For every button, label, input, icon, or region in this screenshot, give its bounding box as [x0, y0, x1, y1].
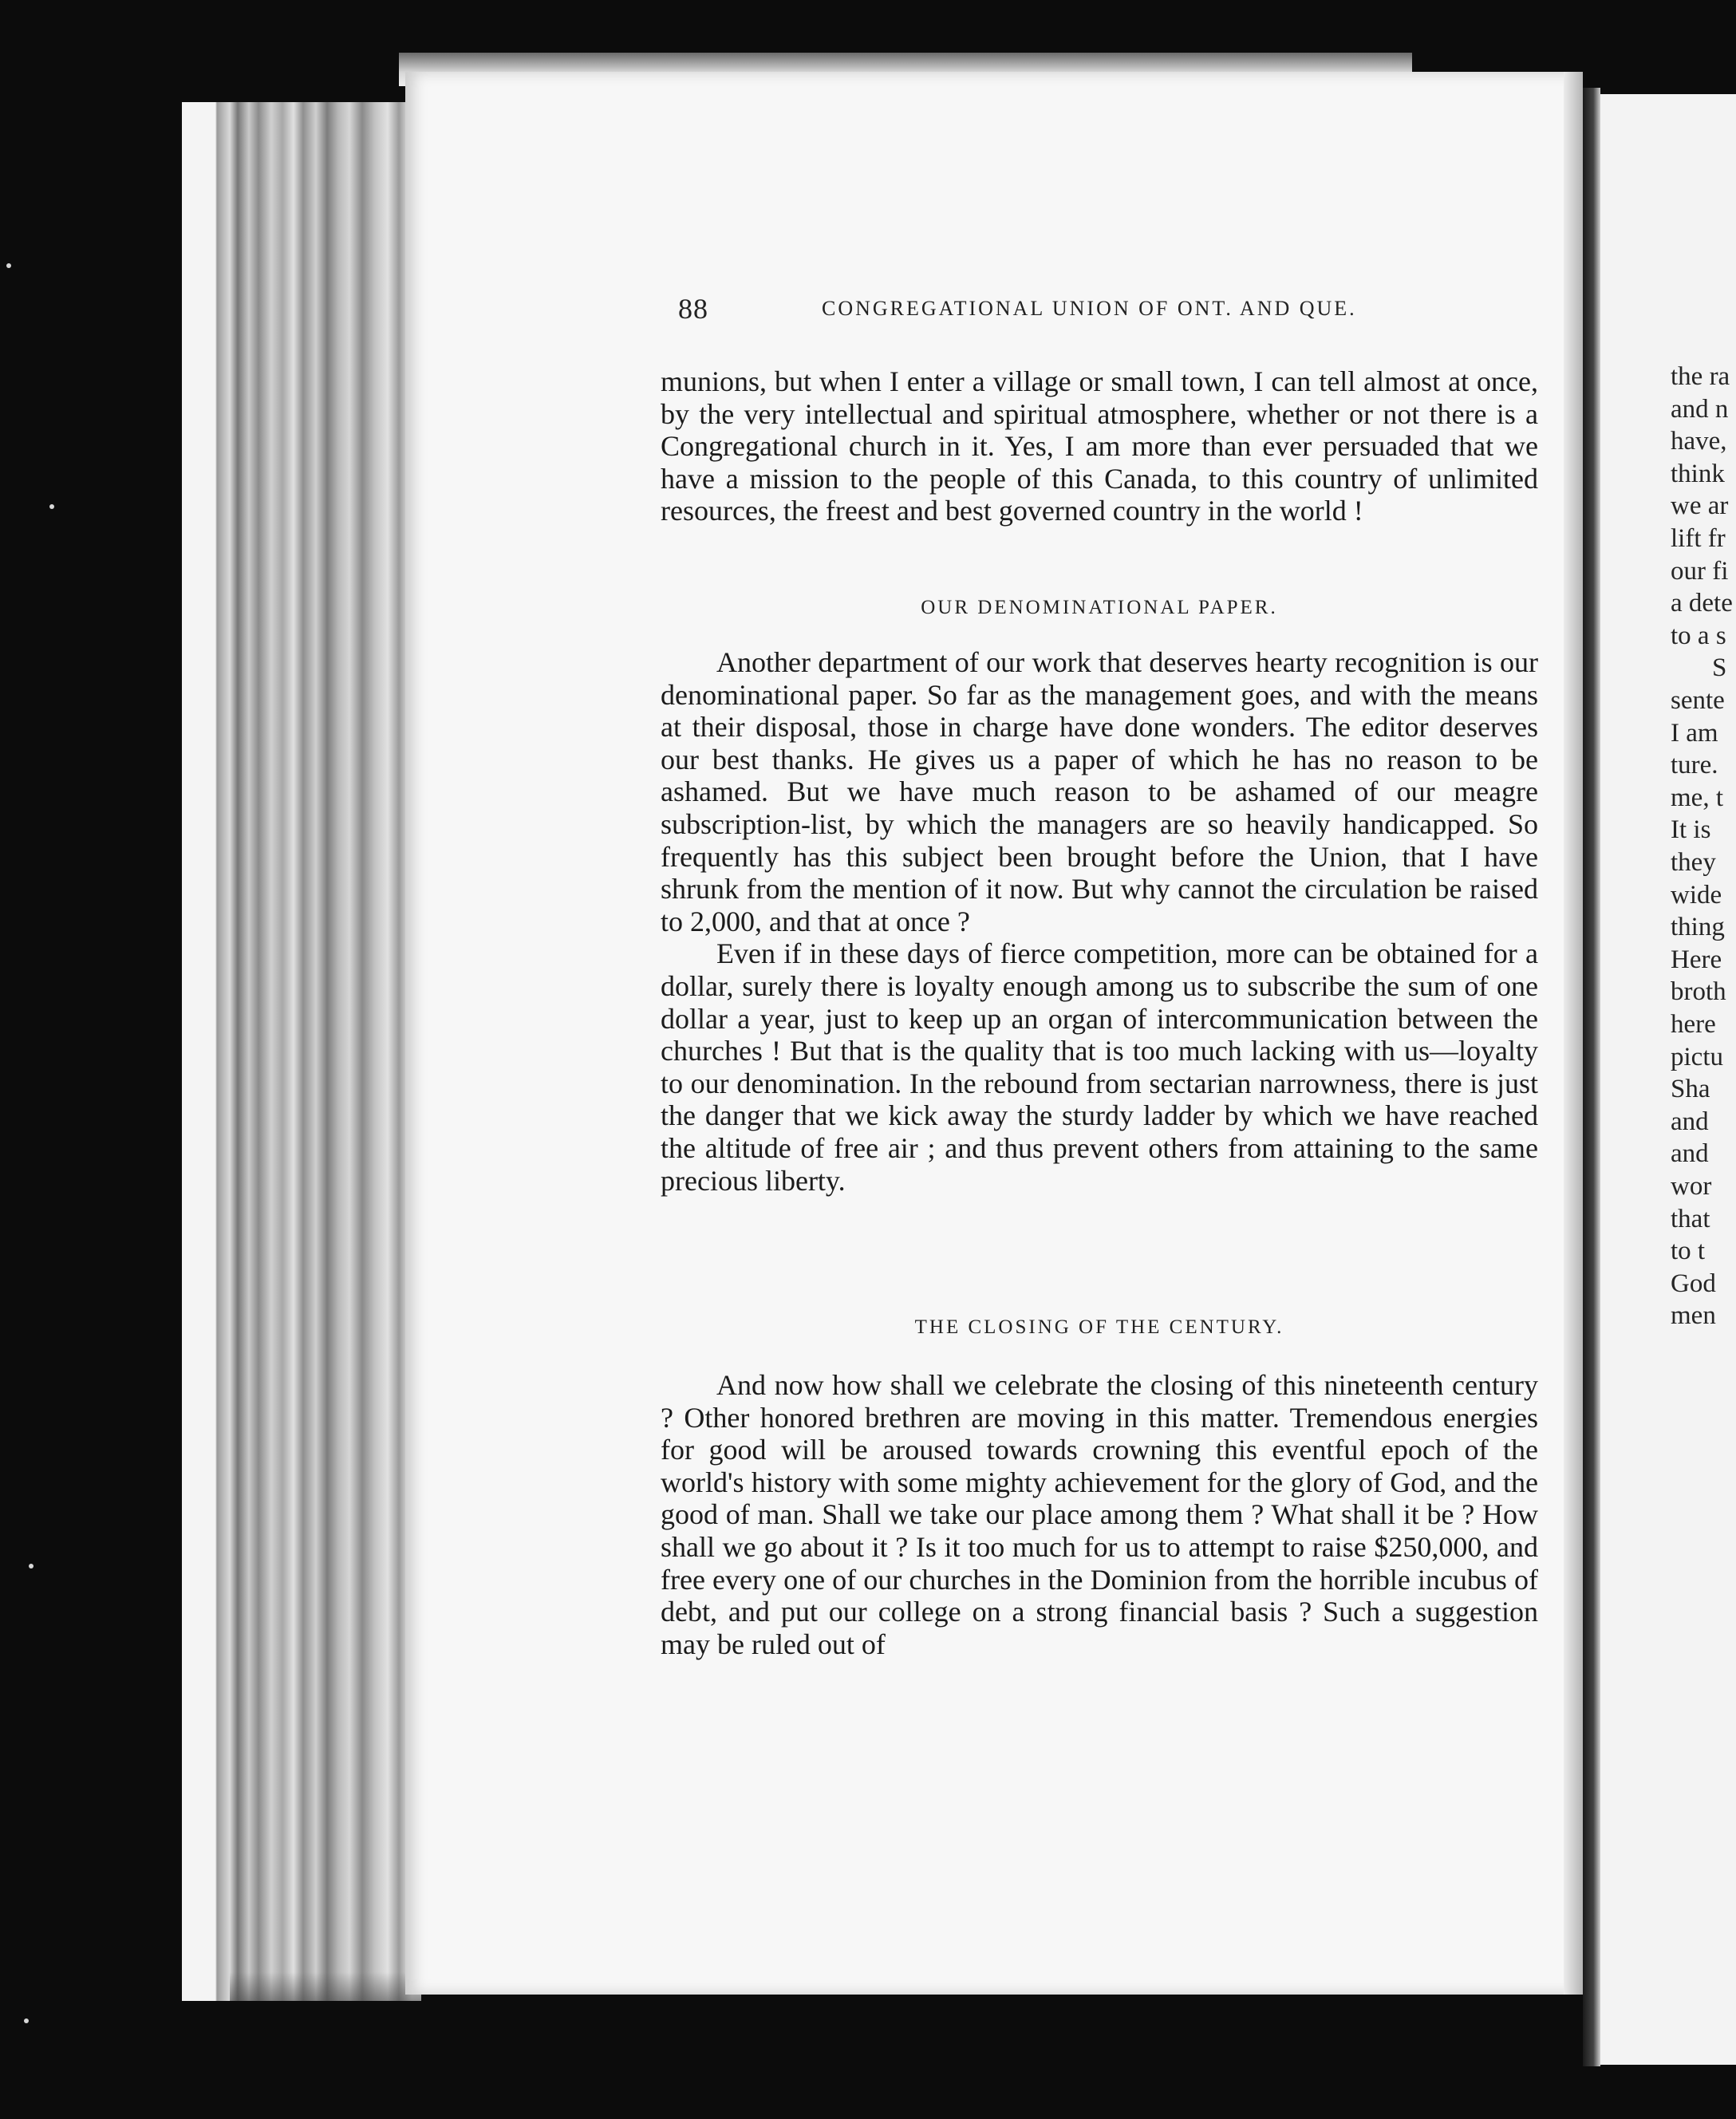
facing-page-fragment: think: [1671, 459, 1725, 488]
facing-page-fragment: It is: [1671, 815, 1711, 845]
facing-page-fragment: wide: [1671, 880, 1722, 910]
facing-page-fragment: we ar: [1671, 491, 1729, 521]
facing-page-fragment: Sha: [1671, 1075, 1710, 1104]
opening-paragraph: munions, but when I enter a village or small town, I can tell almost at once, by the very intellectual and spiritual atmosphere, whether or not there is a Congregational church in it. Yes, I am more than ever persuaded that we have a mission to the people of this Canada, to this country of unlimited resources, the freest and best governed country in the world !: [661, 365, 1538, 527]
paragraph: Another department of our work that deserves hearty recognition is our denominational paper. So far as the management goes, and with the means at their disposal, those in charge have done wonders. The editor deserves our best thanks. He gives us a paper of which he has no reason to be ashamed. But we have much reason to be ashamed of our meagre subscription-list, by which the managers are so heavily handicapped. So frequently has this subject been brought before the Union, that I have shrunk from the mention of it now. But why cannot the circulation be raised to 2,000, and that at once ?: [661, 646, 1538, 937]
section-denominational-paper-body: [661, 646, 1538, 1197]
facing-page-fragment: S: [1712, 653, 1727, 683]
page-number: 88: [678, 293, 708, 325]
facing-page-fragment: Here: [1671, 945, 1722, 974]
scan-speck: [29, 1564, 34, 1569]
facing-page-fragment: thing: [1671, 913, 1725, 942]
section-closing-century-body: [661, 1369, 1538, 1660]
facing-page-fragment: broth: [1671, 977, 1726, 1007]
section-heading-closing-century: THE CLOSING OF THE CENTURY.: [914, 1316, 1284, 1338]
leaves-shadow: [230, 1972, 421, 2001]
paragraph: Even if in these days of fierce competition, more can be obtained for a dollar, surely there is loyalty enough among us to subscribe the sum of one dollar a year, just to keep up an organ of intercommunication between the churches ! But that is the quality that is too much lacking with us—loyalty to our denomination. In the rebound from sectarian narrowness, there is just the danger that we kick away the sturdy ladder by which we have reached the altitude of free air ; and thus prevent others from attaining to the same precious liberty.: [661, 937, 1538, 1197]
facing-page-fragment: and: [1671, 1139, 1709, 1169]
facing-page-fragment: pictu: [1671, 1042, 1723, 1071]
facing-page-fragment: the ra: [1671, 362, 1730, 391]
left-page-edge: [1564, 72, 1583, 1995]
running-head-title: CONGREGATIONAL UNION OF ONT. AND QUE.: [822, 297, 1357, 320]
facing-page-fragment: to a s: [1671, 621, 1726, 650]
facing-page-fragment: God: [1671, 1269, 1716, 1298]
facing-page-fragment: I am: [1671, 718, 1718, 748]
facing-page-fragment: have,: [1671, 427, 1727, 456]
scan-speck: [24, 2018, 29, 2023]
facing-page-fragment: our fi: [1671, 556, 1729, 586]
facing-page: [1600, 94, 1736, 2065]
facing-page-fragment: that: [1671, 1204, 1710, 1233]
facing-page-fragment: sente: [1671, 686, 1725, 715]
facing-page-fragment: a dete: [1671, 589, 1733, 618]
running-head: [678, 286, 1540, 341]
book-gutter: [1583, 88, 1600, 2066]
facing-page-fragment: men: [1671, 1301, 1716, 1331]
paragraph: And now how shall we celebrate the closing of this nineteenth century ? Other honored brethren are moving in this matter. Tremendous energies for good will be aroused towards crowning this eventful epoch of the world's history with some mighty achievement for the glory of God, and the good of man. Shall we take our place among them ? What shall it be ? How shall we go about it ? Is it too much for us to attempt to raise $250,000, and free every one of our churches in the Dominion from the horrible incubus of debt, and put our college on a strong financial basis ? Such a suggestion may be ruled out of: [661, 1369, 1538, 1660]
section-heading-denominational-paper: OUR DENOMINATIONAL PAPER.: [921, 597, 1278, 618]
facing-page-fragment: here: [1671, 1010, 1716, 1039]
facing-page-fragment: they: [1671, 848, 1716, 877]
facing-page-fragment: me, t: [1671, 783, 1723, 812]
facing-page-fragment: and: [1671, 1107, 1709, 1136]
facing-page-fragment: ture.: [1671, 751, 1718, 780]
opening-paragraph-block: [661, 365, 1538, 527]
scan-speck: [6, 263, 11, 268]
facing-page-fragment: lift fr: [1671, 524, 1726, 553]
facing-page-fragment: and n: [1671, 394, 1729, 424]
facing-page-fragment: wor: [1671, 1172, 1712, 1201]
facing-page-fragment: to t: [1671, 1237, 1706, 1266]
scan-speck: [49, 504, 54, 509]
closed-leaves-edge: [182, 102, 421, 2001]
